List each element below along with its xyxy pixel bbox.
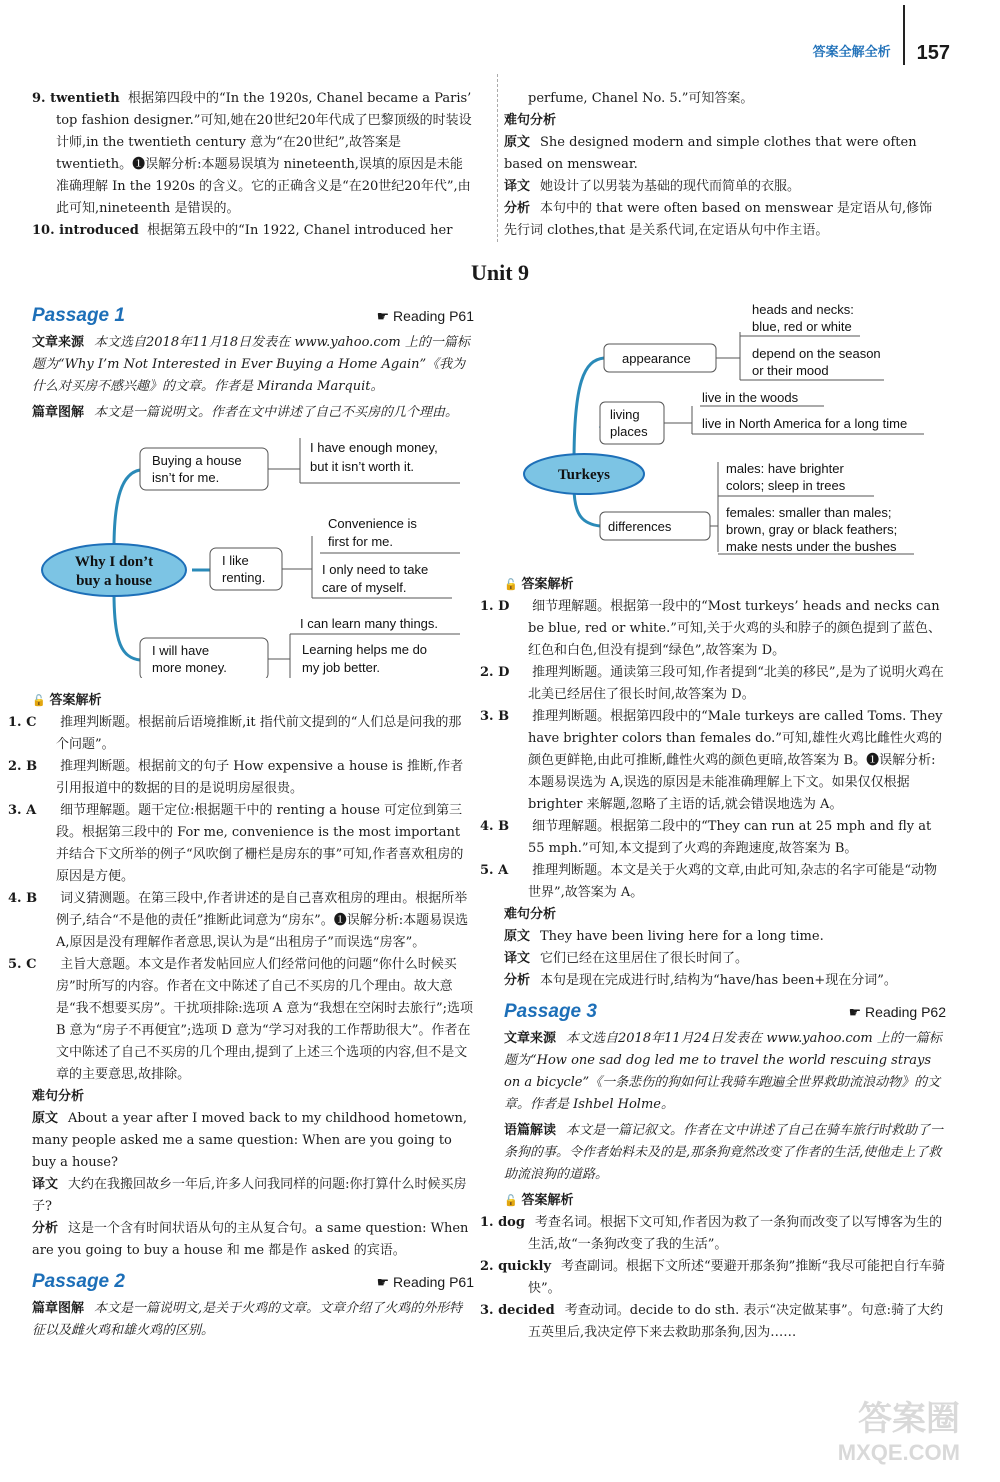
passage-3-title: Passage 3 xyxy=(504,1001,597,1022)
svg-text:isn’t for me.: isn’t for me. xyxy=(152,470,220,485)
passage-1-title: Passage 1 xyxy=(32,305,125,326)
p3-answer-3: 3. decided 考查动词。decide to do sth. 表示“决定做某事”。句意:骑了大约五英里后,我决定停下来去救助那条狗,因为…… xyxy=(480,1303,944,1340)
svg-text:live in the woods: live in the woods xyxy=(702,390,799,405)
p2-answer-2: 2. D 推理判断题。通读第三段可知,作者提到“北美的移民”,是为了说明火鸡在北美已经居住了很长时间,故答案为 D。 xyxy=(480,665,944,702)
p3-reading: 语篇解读 本文是一篇记叙文。作者在文中讲述了自己在骑车旅行时救助了一条狗的事。令作者始料未及的是,那条狗竟然改变了作者的生活,使他走上了救助流浪狗的道路。 xyxy=(504,1123,944,1182)
continued-text: perfume, Chanel No. 5.”可知答案。 xyxy=(528,91,754,106)
passage-3-header xyxy=(504,998,946,1026)
top-left-answers xyxy=(32,88,474,242)
svg-text:care of myself.: care of myself. xyxy=(322,580,407,595)
translation: 译文 她设计了以男装为基础的现代而简单的衣服。 xyxy=(504,179,801,194)
p2-translation: 译文 它们已经在这里居住了很长时间了。 xyxy=(504,951,749,966)
p1-answer-4: 4. B 词义猜测题。在第三段中,作者讲述的是自己喜欢租房的理由。根据所举例子,结合“不是他的责任”推断此词意为“房东”。❶误解分析:本题易误选 A,原因是没有理解作者意思,误认为是“出租房子”而误选“房客”。 xyxy=(8,891,469,950)
passage-1-header xyxy=(32,302,474,330)
svg-text:make nests under the bushes: make nests under the bushes xyxy=(726,539,897,554)
analysis: 分析 本句中的 that were often based on menswear 是定语从句,修饰先行词 clothes,that 是关系代词,在定语从句中作主语。 xyxy=(504,201,933,238)
p2-hard-heading: 难句分析 xyxy=(504,907,557,922)
svg-text:blue, red or white: blue, red or white xyxy=(752,319,852,334)
svg-text:I only need to take: I only need to take xyxy=(322,562,429,577)
p1-analysis: 分析 这是一个含有时间状语从句的主从复合句。a same question: When are you going to buy a house 和 me 都是作 asked 的宾语。 xyxy=(32,1221,469,1258)
svg-text:males: have brighter: males: have brighter xyxy=(726,461,844,476)
svg-text:appearance: appearance xyxy=(622,351,691,366)
p1-translation: 译文 大约在我搬回故乡一年后,许多人问我同样的问题:你打算什么时候买房子? xyxy=(32,1177,467,1214)
svg-text:more money.: more money. xyxy=(152,660,227,675)
p1-answer-2: 2. B 推理判断题。根据前文的句子 How expensive a house is 推断,作者引用报道中的数据的目的是说明房屋很贵。 xyxy=(8,759,464,796)
p1-branch-line-3 xyxy=(114,593,140,660)
p1-source: 文章来源 本文选自2018年11月18日发表在 www.yahoo.com 上的一篇标题为“Why I’m Not Interested in Ever Buying a Home Again”《我为什么对买房不感兴趣》的文章。作者是 Miranda Marquit。 xyxy=(32,335,470,394)
p1-answers-heading: 🔓 答案解析 xyxy=(32,690,474,712)
p2-answers-heading: 🔓 答案解析 xyxy=(504,574,946,596)
svg-text:or their mood: or their mood xyxy=(752,363,829,378)
p3-source: 文章来源 本文选自2018年11月24日发表在 www.yahoo.com 上的一篇标题为“How one sad dog led me to travel the world rescuing strays on a bicycle”《一条悲伤的狗如何让我骑车跑遍全世界救助流浪动物》的文章。作者是 Ishbel Holme。 xyxy=(504,1031,942,1112)
top-right-analysis xyxy=(504,88,944,242)
svg-text:I have enough money,: I have enough money, xyxy=(310,440,438,455)
svg-text:I will have: I will have xyxy=(152,643,210,658)
p1-answer-3: 3. A 细节理解题。题干定位:根据题干中的 renting a house 可定位到第三段。根据第三段中的 For me, convenience is the most important 并结合下文所举的例子“风吹倒了栅栏是房东的事”可知,作者喜欢租房的原因是方便。 xyxy=(8,803,464,884)
svg-text:Turkeys: Turkeys xyxy=(558,467,610,483)
column-divider xyxy=(497,74,498,242)
unit-title: Unit 9 xyxy=(470,260,530,285)
svg-text:heads and necks:: heads and necks: xyxy=(752,302,854,317)
page-number: 157 xyxy=(916,42,950,64)
p2-analysis: 分析 本句是现在完成进行时,结构为“have/has been+现在分词”。 xyxy=(504,973,897,988)
p2-diagram-intro: 篇章图解 本文是一篇说明文,是关于火鸡的文章。文章介绍了火鸡的外形特征以及雌火鸡和雄火鸡的区别。 xyxy=(32,1301,463,1338)
watermark: 答案圈 MXQE.COM xyxy=(837,1400,960,1465)
svg-text:but it isn’t worth it.: but it isn’t worth it. xyxy=(310,459,415,474)
p1-center-label-2: buy a house xyxy=(76,573,152,589)
p1-answer-5: 5. C 主旨大意题。本文是作者发帖回应人们经常问他的问题“你什么时候买房”时所写的内容。作者在文中陈述了自己不买房的几个理由。故大意是“我不想要买房”。干扰项排除:选项 A 意为“我想在空闲时去旅行”;选项 B 意为“房子不再便宜”;选项 D 意为“学习对我的工作帮助很大”。作者在文中陈述了自己不买房的几个理由,提到了上述三个选项的内容,但不是文章的主要意思,故排除。 xyxy=(8,957,473,1082)
passage-3-reading-ref: ☛ Reading P62 xyxy=(849,1001,946,1023)
passage-2-reading-ref: ☛ Reading P61 xyxy=(377,1271,474,1293)
svg-text:brown, gray or black feathers;: brown, gray or black feathers; xyxy=(726,522,898,537)
p2-mind-map xyxy=(504,302,944,562)
p2-original: 原文 They have been living here for a long time. xyxy=(504,929,824,944)
p1-answer-1: 1. C 推理判断题。根据前后语境推断,it 指代前文提到的“人们总是问我的那个问题”。 xyxy=(8,715,462,752)
answer-9: 9. twentieth 根据第四段中的“In the 1920s, Chanel became a Paris’ top fashion designer.”可知,她在20世纪20年代成了巴黎顶级的时装设计师,in the twentieth century 意为“在20世纪”,故答案是 twentieth。❶误解分析:本题易误填为 nineteenth,误填的原因是未能准确理解 In the 1920s 的含义。它的正确含义是“在20世纪20年代”,由此可知,nineteenth 是错误的。 xyxy=(32,91,472,216)
p2-answer-5: 5. A 推理判断题。本文是关于火鸡的文章,由此可知,杂志的名字可能是“动物世界”,故答案为 A。 xyxy=(480,863,938,900)
page-header xyxy=(813,40,950,66)
right-column xyxy=(480,302,946,1344)
svg-text:colors; sleep in trees: colors; sleep in trees xyxy=(726,478,846,493)
passage-2-header xyxy=(32,1268,474,1296)
p3-answer-2: 2. quickly 考查副词。根据下文所述“要避开那条狗”推断“我尽可能把自行车骑快”。 xyxy=(480,1259,945,1296)
passage-1 xyxy=(8,302,474,1342)
svg-text:live in North America for a lo: live in North America for a long time xyxy=(702,416,908,431)
p3-answers-heading: 🔓 答案解析 xyxy=(504,1190,946,1212)
passage-2-title: Passage 2 xyxy=(32,1271,125,1292)
p1-diagram-intro: 篇章图解 本文是一篇说明文。作者在文中讲述了自己不买房的几个理由。 xyxy=(32,405,459,420)
p1-original: 原文 About a year after I moved back to my childhood hometown, many people asked me a same question: When are you going to buy a house? xyxy=(32,1111,468,1170)
p1-center-label-1: Why I don’t xyxy=(74,554,154,570)
svg-text:I can learn many things.: I can learn many things. xyxy=(300,616,439,631)
original-sentence: 原文 She designed modern and simple clothes that were often based on menswear. xyxy=(504,135,917,172)
p1-mind-map xyxy=(32,428,474,678)
p2-answer-4: 4. B 细节理解题。根据第二段中的“They can run at 25 mph and fly at 55 mph.”可知,本文提到了火鸡的奔跑速度,故答案为 B。 xyxy=(480,819,932,856)
svg-text:my job better.: my job better. xyxy=(302,660,381,675)
p3-answer-1: 1. dog 考查名词。根据下文可知,作者因为救了一条狗而改变了以写博客为生的生活,故“一条狗改变了我的生活”。 xyxy=(480,1215,943,1252)
svg-text:Learning helps me do: Learning helps me do xyxy=(302,642,428,657)
p1-hard-heading: 难句分析 xyxy=(32,1089,85,1104)
p2-answer-3: 3. B 推理判断题。根据第四段中的“Male turkeys are called Toms. They have brighter colors than females do.”可知,雄性火鸡比雌性火鸡的颜色更鲜艳,由此可推断,雌性火鸡的颜色更暗,故答案为 B。❶误解分析:本题易误选为 A,误选的原因是未能准确理解上下文。如果仅仅根据 brighter 来解题,忽略了主语的话,就会错误地选为 A。 xyxy=(480,709,943,812)
svg-text:living: living xyxy=(610,407,640,422)
svg-text:first for me.: first for me. xyxy=(328,534,394,549)
passage-1-reading-ref: ☛ Reading P61 xyxy=(377,305,474,327)
svg-text:Convenience is: Convenience is xyxy=(328,516,417,531)
header-divider xyxy=(903,5,905,65)
svg-text:places: places xyxy=(610,424,648,439)
svg-text:Buying a house: Buying a house xyxy=(152,453,242,468)
p2-answer-1: 1. D 细节理解题。根据第一段中的“Most turkeys’ heads and necks can be blue, red or white.”可知,关于火鸡的头和脖子的颜色提到了蓝色、红色和白色,但没有提到“绿色”,故答案为 D。 xyxy=(480,599,941,658)
section-title: 答案全解全析 xyxy=(812,45,891,60)
svg-text:differences: differences xyxy=(608,519,672,534)
svg-text:depend on the season: depend on the season xyxy=(752,346,881,361)
svg-text:renting.: renting. xyxy=(222,570,266,585)
answer-10: 10. introduced 根据第五段中的“In 1922, Chanel introduced her xyxy=(32,223,453,238)
hard-sentence-heading: 难句分析 xyxy=(504,113,557,128)
svg-text:females: smaller than males;: females: smaller than males; xyxy=(726,505,892,520)
svg-text:I like: I like xyxy=(222,553,249,568)
p1-branch-line-1 xyxy=(114,470,140,548)
